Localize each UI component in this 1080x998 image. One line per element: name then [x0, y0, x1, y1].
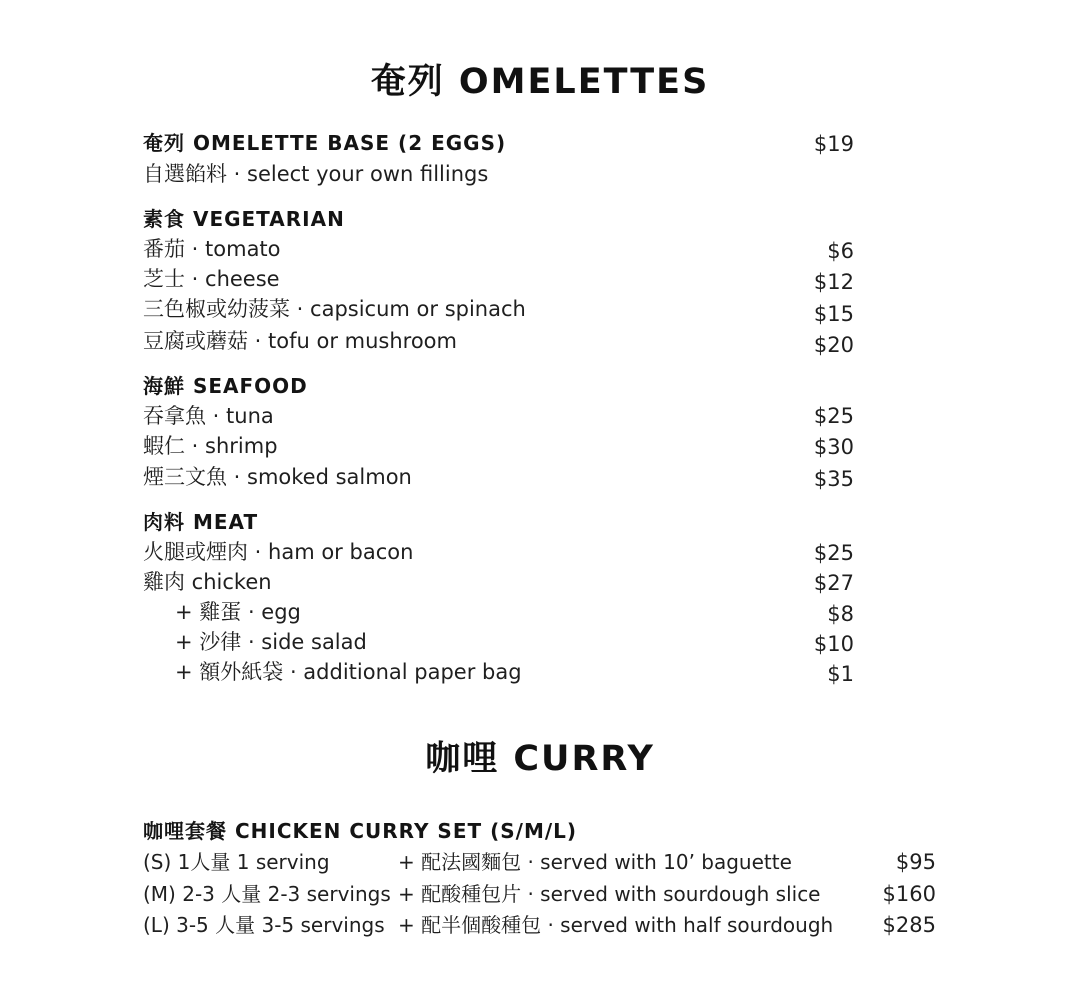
omelettes-section-title: 奄列 OMELETTES	[370, 62, 710, 102]
price-side-salad: $10	[813, 632, 854, 656]
extra-item-side-salad: + 沙律 · side salad	[175, 630, 367, 654]
menu-item-smoked-salmon: 煙三文魚 · smoked salmon	[143, 465, 412, 489]
price-tuna: $25	[813, 404, 854, 428]
price-chicken: $27	[813, 571, 854, 595]
curry-set-heading: 咖哩套餐 CHICKEN CURRY SET (S/M/L)	[143, 819, 578, 843]
curry-side-large: + 配半個酸種包 · served with half sourdough	[398, 913, 834, 937]
menu-item-chicken: 雞肉 chicken	[143, 570, 272, 594]
extra-item-paper-bag: + 額外紙袋 · additional paper bag	[175, 660, 522, 684]
price-egg: $8	[827, 602, 854, 626]
curry-side-medium: + 配酸種包片 · served with sourdough slice	[398, 882, 821, 906]
menu-item-cheese: 芝士 · cheese	[143, 267, 280, 291]
price-paper-bag: $1	[827, 662, 854, 686]
price-tofu-mushroom: $20	[813, 333, 854, 357]
price-tomato: $6	[827, 239, 854, 263]
curry-price-small: $95	[895, 850, 936, 874]
omelette-base-name: 奄列 OMELETTE BASE (2 EGGS)	[143, 131, 507, 155]
menu-item-tomato: 番茄 · tomato	[143, 237, 281, 261]
menu-item-tofu-mushroom: 豆腐或蘑菇 · tofu or mushroom	[143, 329, 457, 353]
price-capsicum-spinach: $15	[813, 302, 854, 326]
extra-item-egg: + 雞蛋 · egg	[175, 600, 301, 624]
menu-item-capsicum-spinach: 三色椒或幼菠菜 · capsicum or spinach	[143, 297, 526, 321]
curry-price-medium: $160	[882, 882, 936, 906]
price-shrimp: $30	[813, 435, 854, 459]
omelette-base-note: 自選餡料 · select your own fillings	[143, 162, 489, 186]
menu-item-tuna: 吞拿魚 · tuna	[143, 404, 274, 428]
seafood-heading: 海鮮 SEAFOOD	[143, 374, 308, 398]
curry-price-large: $285	[882, 913, 936, 937]
curry-size-large: (L) 3-5 人量 3-5 servings	[143, 913, 385, 937]
price-smoked-salmon: $35	[813, 467, 854, 491]
curry-size-small: (S) 1人量 1 serving	[143, 850, 330, 874]
meat-heading: 肉料 MEAT	[143, 510, 259, 534]
curry-side-small: + 配法國麵包 · served with 10’ baguette	[398, 850, 792, 874]
omelette-base-price: $19	[813, 132, 854, 156]
curry-size-medium: (M) 2-3 人量 2-3 servings	[143, 882, 391, 906]
price-ham-bacon: $25	[813, 541, 854, 565]
vegetarian-heading: 素食 VEGETARIAN	[143, 207, 345, 231]
price-cheese: $12	[813, 270, 854, 294]
curry-section-title: 咖哩 CURRY	[425, 739, 655, 779]
menu-item-ham-bacon: 火腿或煙肉 · ham or bacon	[143, 540, 414, 564]
menu-item-shrimp: 蝦仁 · shrimp	[143, 434, 278, 458]
